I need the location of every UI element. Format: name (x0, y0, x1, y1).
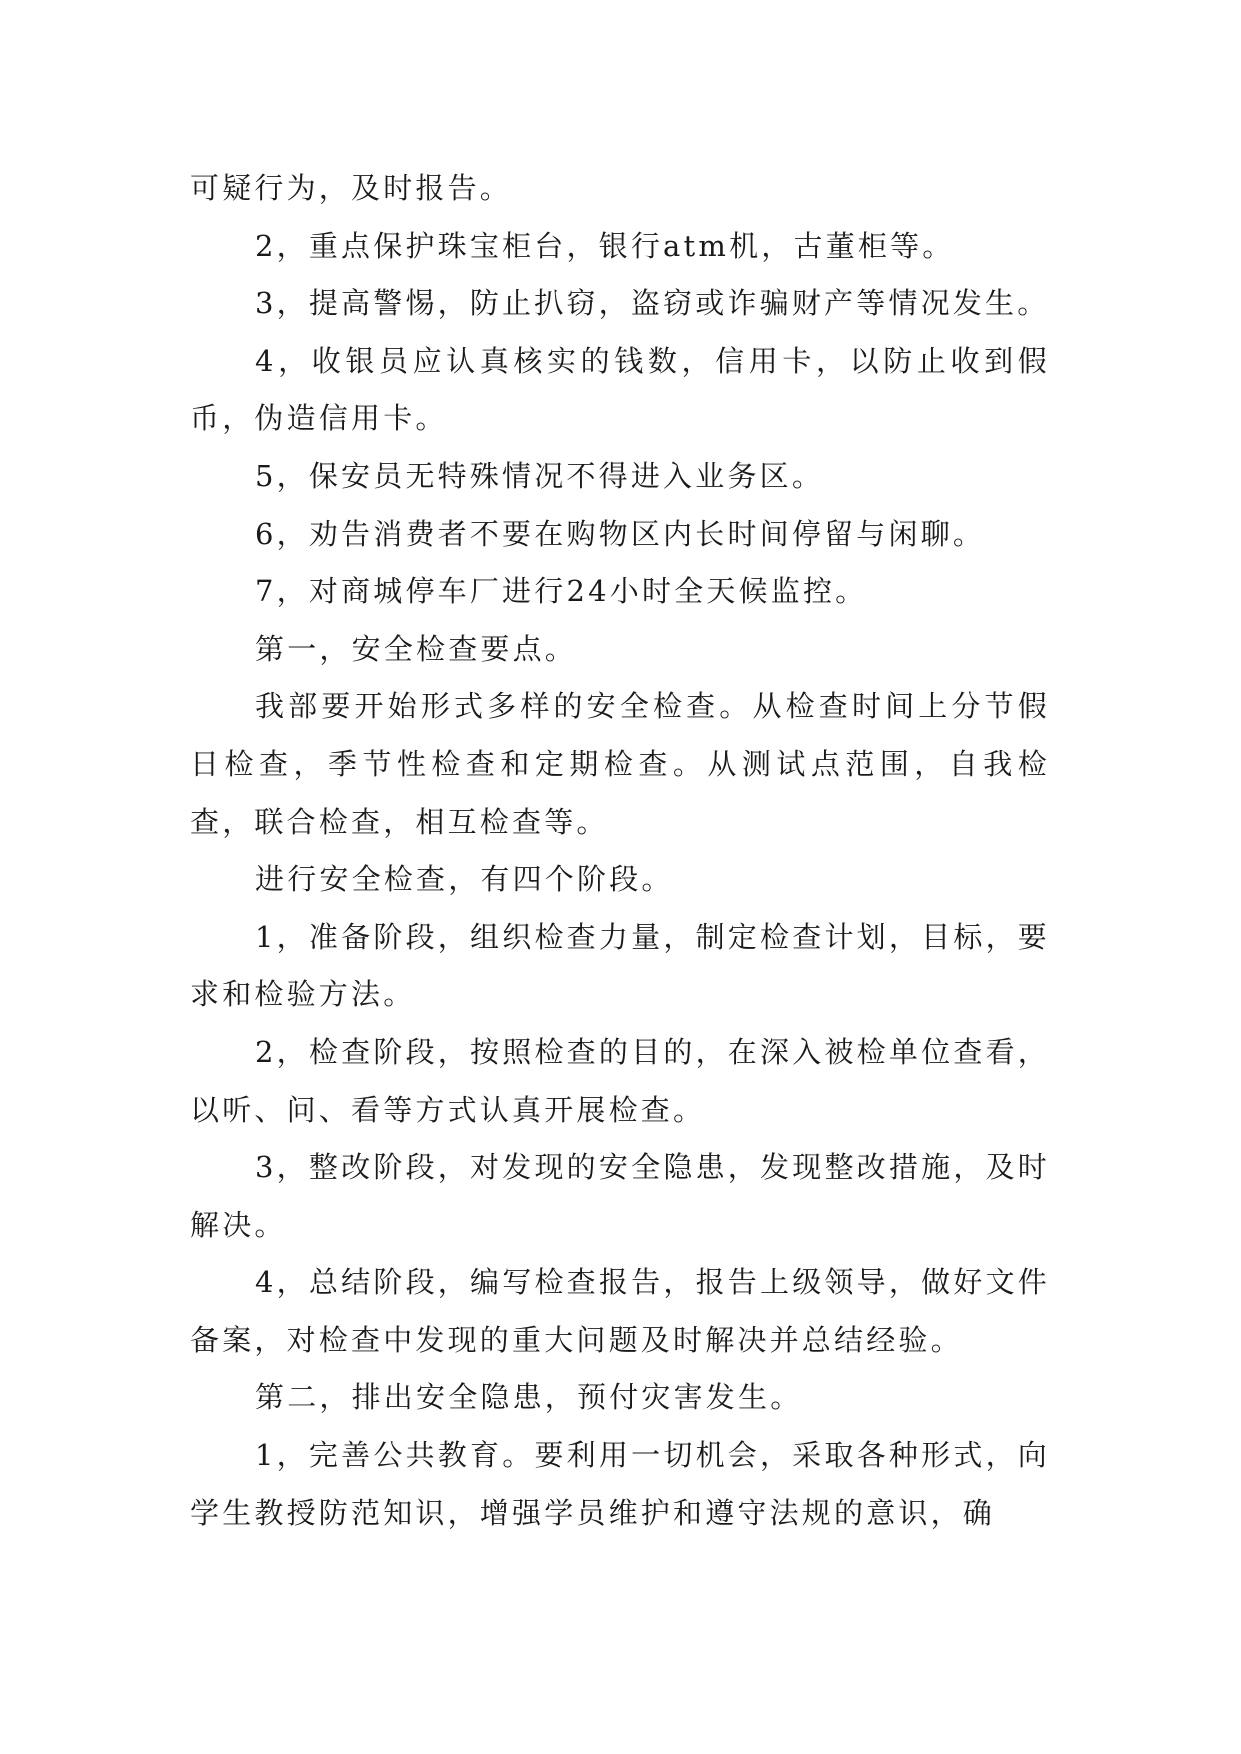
document-body (190, 160, 1050, 1542)
paragraph: 1，完善公共教育。要利用一切机会，采取各种形式，向学生教授防范知识，增强学员维护和遵守法规的意识，确 (190, 1438, 1050, 1530)
paragraph: 2，检查阶段，按照检查的目的，在深入被检单位查看，以听、问、看等方式认真开展检查。 (190, 1034, 1050, 1127)
paragraph: 进行安全检查，有四个阶段。 (255, 862, 674, 897)
paragraph: 7，对商城停车厂进行24小时全天候监控。 (255, 574, 868, 609)
paragraph: 3，提高警惕，防止扒窃，盗窃或诈骗财产等情况发生。 (255, 286, 1050, 321)
paragraph: 2，重点保护珠宝柜台，银行atm机，古董柜等。 (255, 228, 955, 263)
section-heading: 第二，排出安全隐患，预付灾害发生。 (255, 1380, 803, 1415)
paragraph: 5，保安员无特殊情况不得进入业务区。 (255, 458, 825, 493)
paragraph: 4，收银员应认真核实的钱数，信用卡，以防止收到假币，伪造信用卡。 (190, 343, 1050, 436)
paragraph: 可疑行为，及时报告。 (190, 171, 513, 205)
paragraph: 3，整改阶段，对发现的安全隐患，发现整改措施，及时解决。 (190, 1150, 1050, 1242)
paragraph: 6，劝告消费者不要在购物区内长时间停留与闲聊。 (255, 516, 986, 551)
paragraph: 4，总结阶段，编写检查报告，报告上级领导，做好文件备案，对检查中发现的重大问题及时解决并总结经验。 (190, 1265, 1050, 1357)
paragraph: 我部要开始形式多样的安全检查。从检查时间上分节假日检查，季节性检查和定期检查。从测试点范围，自我检查，联合检查，相互检查等。 (190, 689, 1050, 839)
paragraph: 1，准备阶段，组织检查力量，制定检查计划，目标，要求和检验方法。 (190, 919, 1050, 1012)
section-heading: 第一，安全检查要点。 (255, 631, 578, 666)
